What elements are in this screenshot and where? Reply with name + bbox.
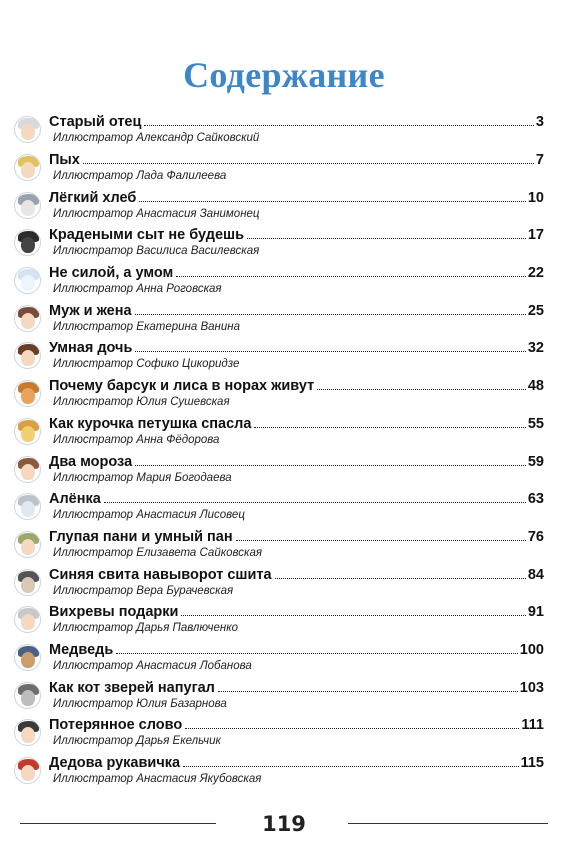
devil-portrait-icon [14, 569, 41, 596]
toc-entry[interactable] [14, 601, 544, 639]
bear-portrait-icon [14, 644, 41, 671]
horse-portrait-icon [14, 493, 41, 520]
table-of-contents [14, 111, 544, 789]
dot-leader [139, 201, 526, 202]
page-ref: 84 [527, 566, 544, 583]
story-title: Два мороза [49, 453, 133, 470]
page-ref: 91 [527, 604, 544, 621]
story-title: Синяя свита навыворот сшита [49, 566, 272, 583]
dot-leader [135, 351, 525, 352]
toc-entry[interactable] [14, 299, 544, 337]
page-title: Содержание [183, 55, 385, 95]
toc-entry[interactable] [14, 413, 544, 451]
illustrator-credit: Иллюстратор Анна Роговская [53, 283, 222, 296]
daughter-portrait-icon [14, 342, 41, 369]
frost-portrait-icon [14, 456, 41, 483]
story-title: Пых [49, 152, 80, 169]
toc-entry[interactable] [14, 149, 544, 187]
whirlwind-portrait-icon [14, 606, 41, 633]
story-title: Как курочка петушка спасла [49, 415, 252, 432]
toc-entry[interactable] [14, 752, 544, 790]
story-title: Умная дочь [49, 340, 133, 357]
dot-leader [275, 578, 526, 579]
illustrator-credit: Иллюстратор Анастасия Якубовская [53, 773, 262, 786]
cat-portrait-icon [14, 682, 41, 709]
story-title: Старый отец [49, 114, 142, 131]
dot-leader [135, 314, 526, 315]
toc-entry[interactable] [14, 186, 544, 224]
illustrator-credit: Иллюстратор Дарья Екельчик [53, 735, 221, 748]
toc-entry[interactable] [14, 450, 544, 488]
toc-entry[interactable] [14, 111, 544, 149]
illustrator-credit: Иллюстратор Дарья Павлюченко [53, 622, 239, 635]
page-ref: 63 [527, 491, 544, 508]
illustrator-credit: Иллюстратор Анна Фёдорова [53, 433, 220, 446]
dot-leader [317, 389, 526, 390]
girl-portrait-icon [14, 154, 41, 181]
footer-rule-right [348, 823, 548, 824]
dot-leader [185, 728, 519, 729]
lady-portrait-icon [14, 531, 41, 558]
illustrator-credit: Иллюстратор Анастасия Занимонец [53, 207, 260, 220]
fox-portrait-icon [14, 380, 41, 407]
woman-portrait-icon [14, 305, 41, 332]
dot-leader [144, 125, 534, 126]
man-portrait-icon [14, 719, 41, 746]
dot-leader [236, 540, 526, 541]
crow-portrait-icon [14, 229, 41, 256]
dot-leader [183, 766, 519, 767]
page-ref: 111 [521, 717, 544, 734]
toc-entry[interactable] [14, 526, 544, 564]
illustrator-credit: Иллюстратор Василиса Василевская [53, 245, 260, 258]
ghost-portrait-icon [14, 267, 41, 294]
toc-entry[interactable] [14, 224, 544, 262]
dot-leader [83, 163, 534, 164]
wolf-portrait-icon [14, 192, 41, 219]
illustrator-credit: Иллюстратор Юлия Базарнова [53, 697, 227, 710]
page-ref: 55 [527, 415, 544, 432]
story-title: Муж и жена [49, 302, 132, 319]
story-title: Дедова рукавичка [49, 755, 181, 772]
page-ref: 100 [519, 641, 544, 658]
illustrator-credit: Иллюстратор Софико Цикоридзе [53, 358, 240, 371]
page-ref: 10 [527, 189, 544, 206]
page-ref: 17 [527, 227, 544, 244]
illustrator-credit: Иллюстратор Анастасия Лобанова [53, 659, 252, 672]
dot-leader [176, 276, 526, 277]
old-man-portrait-icon [14, 116, 41, 143]
story-title: Почему барсук и лиса в норах живут [49, 378, 315, 395]
story-title: Глупая пани и умный пан [49, 528, 233, 545]
illustrator-credit: Иллюстратор Елизавета Сайковская [53, 546, 263, 559]
story-title: Медведь [49, 641, 114, 658]
page-ref: 115 [520, 755, 544, 772]
dot-leader [247, 238, 526, 239]
illustrator-credit: Иллюстратор Анастасия Лисовец [53, 509, 245, 522]
illustrator-credit: Иллюстратор Лада Фалилеева [53, 170, 227, 183]
dot-leader [116, 653, 518, 654]
page-ref: 103 [519, 679, 544, 696]
dot-leader [218, 691, 518, 692]
illustrator-credit: Иллюстратор Александр Сайковский [53, 132, 260, 145]
rooster-portrait-icon [14, 418, 41, 445]
page-ref: 32 [527, 340, 544, 357]
page-ref: 3 [535, 114, 544, 131]
toc-entry[interactable] [14, 563, 544, 601]
toc-entry[interactable] [14, 488, 544, 526]
illustrator-credit: Иллюстратор Екатерина Ванина [53, 320, 240, 333]
story-title: Потерянное слово [49, 717, 183, 734]
story-title: Как кот зверей напугал [49, 679, 215, 696]
page-number: 119 [262, 812, 306, 836]
story-title: Алёнка [49, 491, 101, 508]
dot-leader [254, 427, 525, 428]
toc-entry[interactable] [14, 714, 544, 752]
page-ref: 76 [527, 528, 544, 545]
illustrator-credit: Иллюстратор Мария Богодаева [53, 471, 232, 484]
dot-leader [104, 502, 526, 503]
page-ref: 22 [527, 265, 544, 282]
page-ref: 25 [527, 302, 544, 319]
mitten-portrait-icon [14, 757, 41, 784]
toc-entry[interactable] [14, 375, 544, 413]
toc-entry[interactable] [14, 337, 544, 375]
story-title: Не силой, а умом [49, 265, 174, 282]
toc-entry[interactable] [14, 262, 544, 300]
story-title: Крадеными сыт не будешь [49, 227, 245, 244]
illustrator-credit: Иллюстратор Вера Бурачевская [53, 584, 234, 597]
toc-entry[interactable] [14, 639, 544, 677]
story-title: Вихревы подарки [49, 604, 179, 621]
story-title: Лёгкий хлеб [49, 189, 137, 206]
page-ref: 59 [527, 453, 544, 470]
page-ref: 7 [535, 152, 544, 169]
dot-leader [135, 465, 526, 466]
page-ref: 48 [527, 378, 544, 395]
dot-leader [181, 615, 525, 616]
illustrator-credit: Иллюстратор Юлия Сушевская [53, 396, 230, 409]
toc-entry[interactable] [14, 676, 544, 714]
